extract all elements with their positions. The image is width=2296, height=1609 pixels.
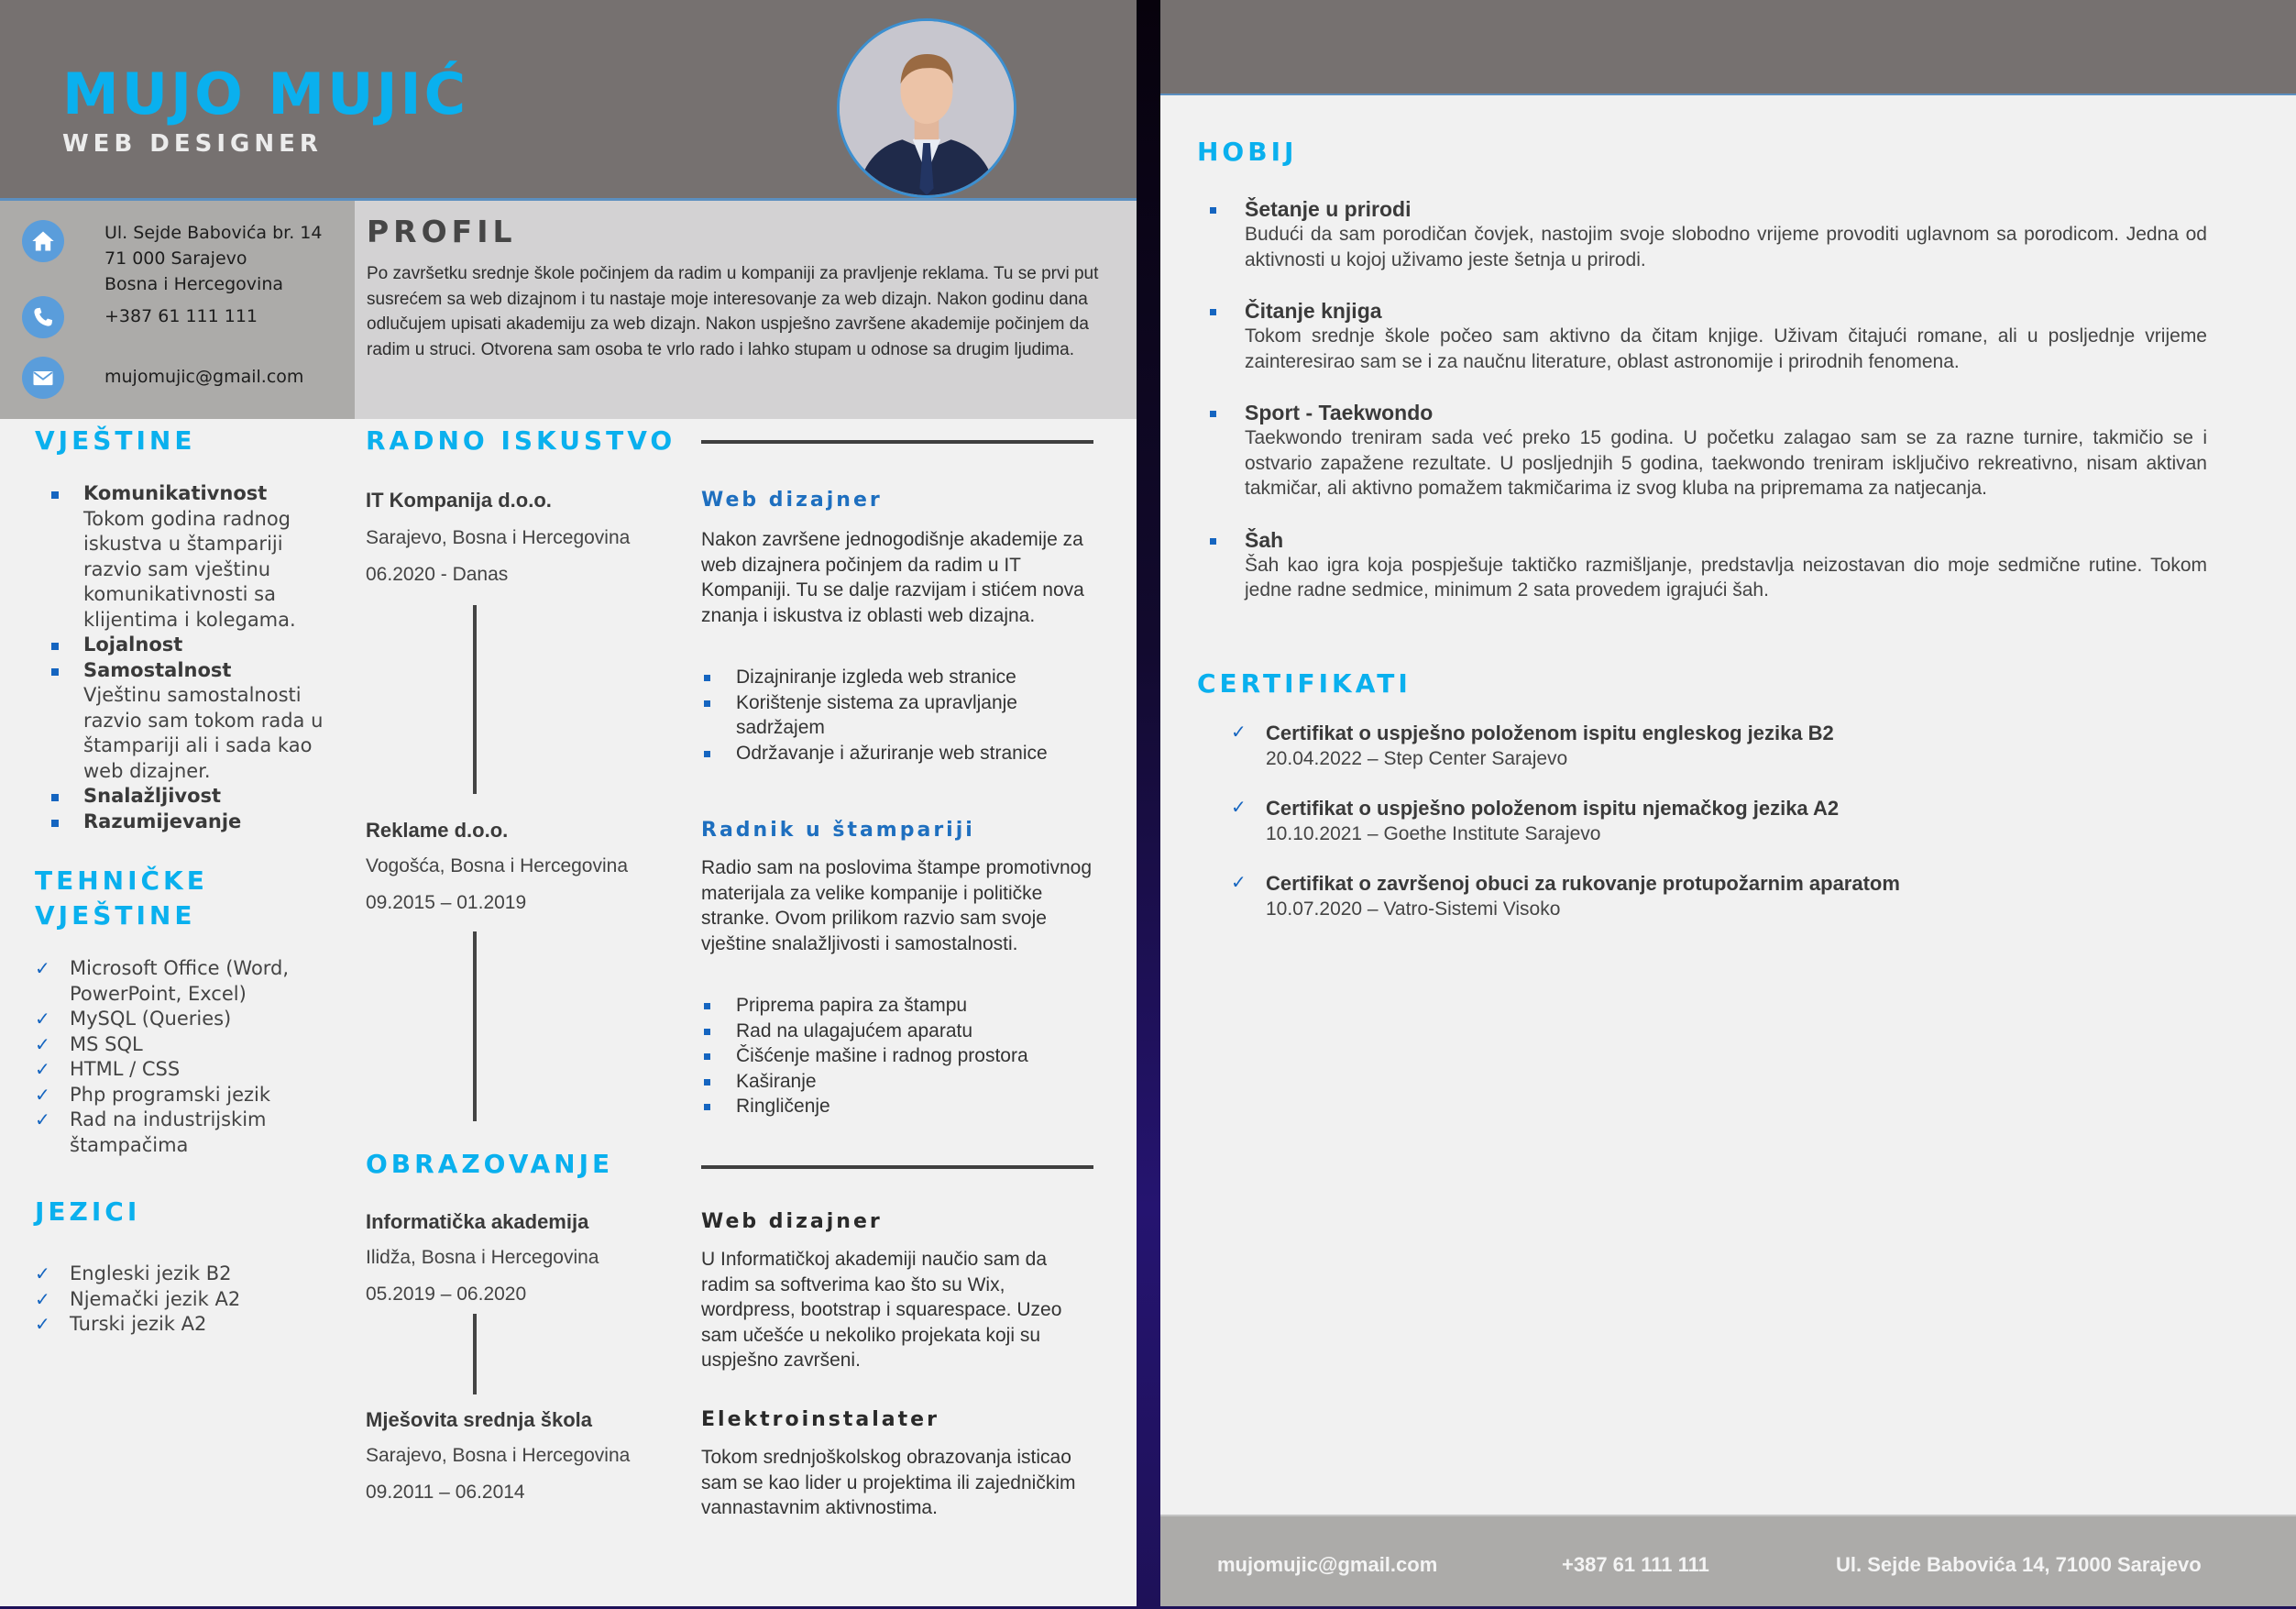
- contact-panel: [0, 201, 355, 419]
- experience-heading: RADNO ISKUSTVO: [366, 425, 676, 456]
- education-role: Web dizajner: [701, 1210, 883, 1233]
- square-bullet: [51, 794, 59, 801]
- cv-header: [0, 0, 1137, 201]
- profile-text: Po završetku srednje škole počinjem da radim u kompaniji za pravljenje reklama. Tu se prvi put susrećem sa web dizajnom i tu nastaje moje interesovanje za web dizajn. Nakon godinu dana odlučujem upisati akademiju za web dizajn. Nakon uspješno završene akademije počinjem da radim u struci. Otvorena sam osoba te vrlo rado i lahko stupam u odnose sa drugim ljudima.: [367, 264, 1099, 359]
- language-item: ✓ Turski jezik A2: [70, 1312, 345, 1338]
- check-icon: ✓: [35, 1008, 50, 1030]
- contact-phone: [22, 296, 258, 338]
- timeline-line: [473, 1314, 477, 1394]
- job-role: Web dizajner: [701, 489, 883, 512]
- check-icon: ✓: [35, 1287, 50, 1310]
- square-bullet: [1210, 309, 1216, 315]
- school-name: Mješovita srednja škola: [366, 1408, 592, 1431]
- tech-skill-item: ✓ Rad na industrijskim štampačima: [35, 1108, 267, 1156]
- square-bullet: [704, 751, 710, 757]
- education-role: Elektroinstalater: [701, 1408, 939, 1431]
- square-bullet: [1210, 207, 1216, 214]
- footer-email[interactable]: mujomujic@gmail.com: [1217, 1553, 1438, 1576]
- tech-skill-item: ✓ MS SQL: [70, 1032, 345, 1058]
- job-period: 09.2015 – 01.2019: [366, 892, 527, 913]
- address-line-3: Bosna i Hercegovina: [104, 274, 284, 294]
- languages-list: [35, 1262, 345, 1338]
- tech-skills-list: [35, 956, 345, 1158]
- contact-email: [22, 357, 303, 399]
- address-line-1: Ul. Sejde Babovića br. 14: [104, 223, 323, 243]
- email-address[interactable]: mujomujic@gmail.com: [104, 367, 304, 387]
- footer-phone[interactable]: +387 61 111 111: [1562, 1553, 1709, 1576]
- job-description: Nakon završene jednogodišnje akademije za web dizajnera počinjem da radim u IT Kompaniji. Tu se dalje razvijam i stićem nova znanja i iskustva iz oblasti web dizajna.: [701, 529, 1084, 626]
- cv-page-1: [0, 0, 1137, 1606]
- language-item: ✓ Njemački jezik A2: [70, 1287, 345, 1313]
- task-item: Priprema papira za štampu: [736, 993, 1103, 1019]
- section-divider: [701, 440, 1093, 444]
- timeline-line: [473, 605, 477, 794]
- education-heading: OBRAZOVANJE: [366, 1149, 614, 1179]
- hobbies-heading: HOBIJ: [1197, 137, 1298, 167]
- school-location: Ilidža, Bosna i Hercegovina: [366, 1247, 599, 1268]
- certificate-item: ✓ Certifikat o uspješno položenom ispitu njemačkog jezika A2 10.10.2021 – Goethe Institute Sarajevo: [1231, 796, 1840, 844]
- phone-icon: [22, 296, 64, 338]
- company-name: Reklame d.o.o.: [366, 819, 509, 842]
- job-description: Radio sam na poslovima štampe promotivnog materijala za velike kompanije i političke stranke. Ovom prilikom razvio sam svoje vještine snalažljivosti i samostalnosti.: [701, 857, 1093, 954]
- check-icon: ✓: [35, 1032, 50, 1055]
- task-item: Korištenje sistema za upravljanje sadržajem: [736, 690, 1103, 741]
- footer-address: Ul. Sejde Babovića 14, 71000 Sarajevo: [1836, 1553, 2202, 1576]
- contact-address: [22, 220, 322, 297]
- job-period: 06.2020 - Danas: [366, 564, 509, 585]
- certificates-list: [1231, 721, 2148, 946]
- certificates-heading: CERTIFIKATI: [1197, 668, 1412, 699]
- tech-skill-item: ✓ Microsoft Office (Word, PowerPoint, Excel): [35, 957, 290, 1005]
- hobby-item: Šetanje u prirodi Budući da sam porodičan čovjek, nastojim svoje slobodno vrijeme provoditi uglavnom sa porodicom. Jedna od aktivnosti u kojoj uživamo jeste šetnja u prirodi.: [1245, 196, 2207, 272]
- job-tasks: [736, 993, 1103, 1119]
- school-period: 05.2019 – 06.2020: [366, 1284, 527, 1305]
- square-bullet: [51, 668, 59, 676]
- task-item: Čišćenje mašine i radnog prostora: [736, 1043, 1103, 1069]
- education-description: U Informatičkoj akademiji naučio sam da radim sa softverima kao što su Wix, wordpress, bootstrap i squarespace. Uzeo sam učešće u nekoliko projekata koji su uspješno završeni.: [701, 1249, 1062, 1371]
- profile-heading: PROFIL: [367, 214, 517, 249]
- portrait-image: [840, 21, 1014, 195]
- check-icon: ✓: [35, 957, 50, 979]
- job-title: WEB DESIGNER: [62, 130, 323, 158]
- job-location: Sarajevo, Bosna i Hercegovina: [366, 527, 631, 548]
- job-location: Vogošća, Bosna i Hercegovina: [366, 855, 629, 876]
- cv-page-2: [1160, 0, 2296, 1606]
- square-bullet: [704, 1104, 710, 1110]
- school-name: Informatička akademija: [366, 1210, 589, 1233]
- skills-heading: VJEŠTINE: [35, 425, 196, 456]
- square-bullet: [704, 1079, 710, 1086]
- check-icon: ✓: [1231, 871, 1247, 893]
- page-footer: [1160, 1515, 2296, 1606]
- square-bullet: [704, 1029, 710, 1035]
- skill-item: Samostalnost Vještinu samostalnosti razvio sam tokom rada u štampariji ali i sada kao web dizajner.: [83, 658, 345, 785]
- timeline-line: [473, 931, 477, 1121]
- profile-panel: [355, 201, 1137, 419]
- tech-skills-heading: TEHNIČKE VJEŠTINE: [35, 865, 208, 931]
- square-bullet: [51, 643, 59, 650]
- envelope-icon: [22, 357, 64, 399]
- skill-item: Komunikativnost Tokom godina radnog iskustva u štampariji razvio sam vještinu komunikativnosti sa klijentima i kolegama.: [83, 481, 345, 633]
- certificate-item: ✓ Certifikat o završenoj obuci za rukovanje protupožarnim aparatom 10.07.2020 – Vatro-Sistemi Visoko: [1231, 871, 1900, 920]
- square-bullet: [704, 675, 710, 681]
- job-role: Radnik u štampariji: [701, 819, 975, 842]
- hobby-item: Čitanje knjiga Tokom srednje škole počeo sam aktivno da čitam knjige. Uživam čitajući romane, ali u posljednje vrijeme zainteresirao sam se i za naučnu literature, oblast astronomije i prirodnih fenomena.: [1245, 298, 2207, 374]
- hobby-item: Sport - Taekwondo Taekwondo treniram sada već preko 15 godina. U početku zalagao sam se za razne turnire, takmičio se i ostvario zapažene rezultate. U posljednjih 5 godina, taekwondo treniram isključivo rekreativno, nisam aktivan takmičar, ali aktivno pomažem takmičarima iz svog kluba na pripremama za natjecanja.: [1245, 400, 2207, 501]
- check-icon: ✓: [35, 1108, 50, 1130]
- square-bullet: [704, 1053, 710, 1060]
- school-period: 09.2011 – 06.2014: [366, 1482, 525, 1503]
- school-location: Sarajevo, Bosna i Hercegovina: [366, 1445, 631, 1466]
- square-bullet: [704, 1003, 710, 1009]
- skill-item: Razumijevanje: [83, 810, 345, 835]
- skills-list: [83, 481, 345, 834]
- square-bullet: [51, 491, 59, 499]
- phone-number[interactable]: +387 61 111 111: [104, 306, 258, 326]
- certificate-item: ✓ Certifikat o uspješno položenom ispitu engleskog jezika B2 20.04.2022 – Step Center Sarajevo: [1231, 721, 1834, 769]
- skill-item: Snalažljivost: [83, 784, 345, 810]
- skill-item: Lojalnost: [83, 633, 345, 658]
- check-icon: ✓: [1231, 721, 1247, 743]
- page-2-header: [1160, 0, 2296, 95]
- check-icon: ✓: [35, 1058, 50, 1080]
- profile-photo: [837, 18, 1016, 198]
- job-tasks: [736, 665, 1103, 766]
- check-icon: ✓: [35, 1083, 50, 1106]
- task-item: Rad na ulagajućem aparatu: [736, 1019, 1103, 1044]
- tech-skill-item: ✓ Php programski jezik: [70, 1083, 345, 1108]
- task-item: Kaširanje: [736, 1069, 1103, 1095]
- square-bullet: [1210, 411, 1216, 417]
- hobby-item: Šah Šah kao igra koja pospješuje taktičko razmišljanje, predstavlja neizostavan dio moje sedmične rutine. Tokom jedne radne sedmice, minimum 2 sata provedem igrajući šah.: [1245, 527, 2207, 603]
- check-icon: ✓: [35, 1262, 50, 1284]
- check-icon: ✓: [35, 1313, 50, 1335]
- hobbies-list: [1245, 196, 2207, 629]
- square-bullet: [51, 820, 59, 827]
- task-item: Dizajniranje izgleda web stranice: [736, 665, 1103, 690]
- education-description: Tokom srednjoškolskog obrazovanja isticao sam se kao lider u projektima ili zajedničkim vannastavnim aktivnostima.: [701, 1447, 1076, 1518]
- languages-heading: JEZICI: [35, 1196, 141, 1227]
- company-name: IT Kompanija d.o.o.: [366, 489, 552, 512]
- tech-skill-item: ✓ MySQL (Queries): [70, 1007, 345, 1032]
- address-line-2: 71 000 Sarajevo: [104, 248, 247, 269]
- square-bullet: [704, 700, 710, 707]
- section-divider: [701, 1165, 1093, 1169]
- tech-skill-item: ✓ HTML / CSS: [70, 1057, 345, 1083]
- home-icon: [22, 220, 64, 262]
- person-name: MUJO MUJIĆ: [62, 61, 469, 127]
- square-bullet: [1210, 538, 1216, 545]
- check-icon: ✓: [1231, 796, 1247, 818]
- task-item: Održavanje i ažuriranje web stranice: [736, 741, 1103, 766]
- language-item: ✓ Engleski jezik B2: [70, 1262, 345, 1287]
- task-item: Ringličenje: [736, 1094, 1103, 1119]
